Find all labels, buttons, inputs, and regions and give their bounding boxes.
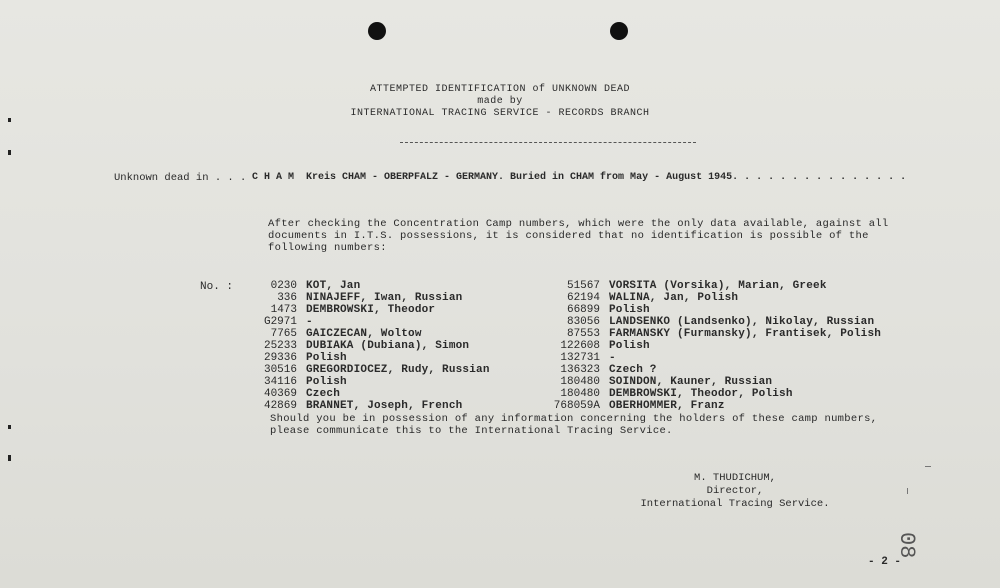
entry-name: FARMANSKY (Furmansky), Frantisek, Polish <box>609 328 882 340</box>
punch-hole-right <box>610 22 628 40</box>
camp-number: 66899 <box>566 304 600 316</box>
camp-number: 7765 <box>270 328 297 340</box>
entry-name: DEMBROWSKI, Theodor, Polish <box>609 388 793 400</box>
entry-name: - <box>306 316 313 328</box>
camp-number: 180480 <box>560 376 600 388</box>
margin-mark <box>8 455 11 461</box>
header-title: ATTEMPTED IDENTIFICATION of UNKNOWN DEAD <box>369 84 631 95</box>
margin-mark <box>8 150 11 155</box>
header-organization: INTERNATIONAL TRACING SERVICE - RECORDS BRANCH <box>350 108 650 119</box>
location-text: C H A M Kreis CHAM - OBERPFALZ - GERMANY. Buried in CHAM from May - August 1945. . . . . . . . . . . . . . . <box>252 172 907 183</box>
entry-name: Polish <box>609 340 650 352</box>
camp-number: 34116 <box>263 376 297 388</box>
intro-line-1: After checking the Concentration Camp numbers, which were the only data available, against all <box>268 218 889 230</box>
intro-line-3: following numbers: <box>268 242 387 254</box>
camp-number: 132731 <box>560 352 600 364</box>
header-divider <box>400 142 696 143</box>
camp-number: 180480 <box>560 388 600 400</box>
camp-number: 336 <box>277 292 297 304</box>
entry-name: SOINDON, Kauner, Russian <box>609 376 773 388</box>
intro-line-2: documents in I.T.S. possessions, it is considered that no identification is possible of the <box>268 230 869 242</box>
camp-number: 42869 <box>263 400 297 412</box>
signature-organization: International Tracing Service. <box>640 498 830 510</box>
signature-name: M. THUDICHUM, <box>694 472 776 484</box>
entry-name: Czech <box>306 388 341 400</box>
camp-number: 87553 <box>566 328 600 340</box>
page-number: - 2 - <box>868 556 902 568</box>
camp-number: 1473 <box>270 304 297 316</box>
entry-name: GAICZECAN, Woltow <box>306 328 422 340</box>
entry-name: KOT, Jan <box>306 280 361 292</box>
entry-name: Polish <box>609 304 650 316</box>
camp-number: 768059A <box>553 400 600 412</box>
camp-number: 25233 <box>263 340 297 352</box>
margin-tick <box>925 466 931 467</box>
entry-name: LANDSENKO (Landsenko), Nikolay, Russian <box>609 316 875 328</box>
entry-name: WALINA, Jan, Polish <box>609 292 739 304</box>
entry-name: - <box>609 352 616 364</box>
camp-number: G2971 <box>263 316 297 328</box>
camp-number: 62194 <box>566 292 600 304</box>
camp-number: 40369 <box>263 388 297 400</box>
entry-name: VORSITA (Vorsika), Marian, Greek <box>609 280 827 292</box>
entry-name: BRANNET, Joseph, French <box>306 400 463 412</box>
camp-number: 0230 <box>270 280 297 292</box>
entry-name: Czech ? <box>609 364 657 376</box>
entry-name: OBERHOMMER, Franz <box>609 400 725 412</box>
entry-name: GREGORDIOCEZ, Rudy, Russian <box>306 364 490 376</box>
entry-name: DEMBROWSKI, Theodor <box>306 304 436 316</box>
closing-line-1: Should you be in possession of any information concerning the holders of these camp numbers, <box>270 413 878 425</box>
closing-line-2: please communicate this to the International Tracing Service. <box>270 425 673 437</box>
camp-number: 51567 <box>566 280 600 292</box>
location-prefix: Unknown dead in . . . <box>114 172 247 184</box>
margin-mark <box>8 425 11 429</box>
entry-name: Polish <box>306 376 347 388</box>
camp-number: 136323 <box>560 364 600 376</box>
entry-name: DUBIAKA (Dubiana), Simon <box>306 340 470 352</box>
camp-number: 83056 <box>566 316 600 328</box>
side-stamp-number: 08 <box>894 532 919 559</box>
entry-name: Polish <box>306 352 347 364</box>
camp-number: 30516 <box>263 364 297 376</box>
margin-tick <box>907 488 908 494</box>
camp-number: 122608 <box>560 340 600 352</box>
number-label: No. : <box>200 281 234 293</box>
camp-number: 29336 <box>263 352 297 364</box>
punch-hole-left <box>368 22 386 40</box>
header-subtitle: made by <box>477 96 523 107</box>
signature-title: Director, <box>706 485 764 497</box>
entry-name: NINAJEFF, Iwan, Russian <box>306 292 463 304</box>
